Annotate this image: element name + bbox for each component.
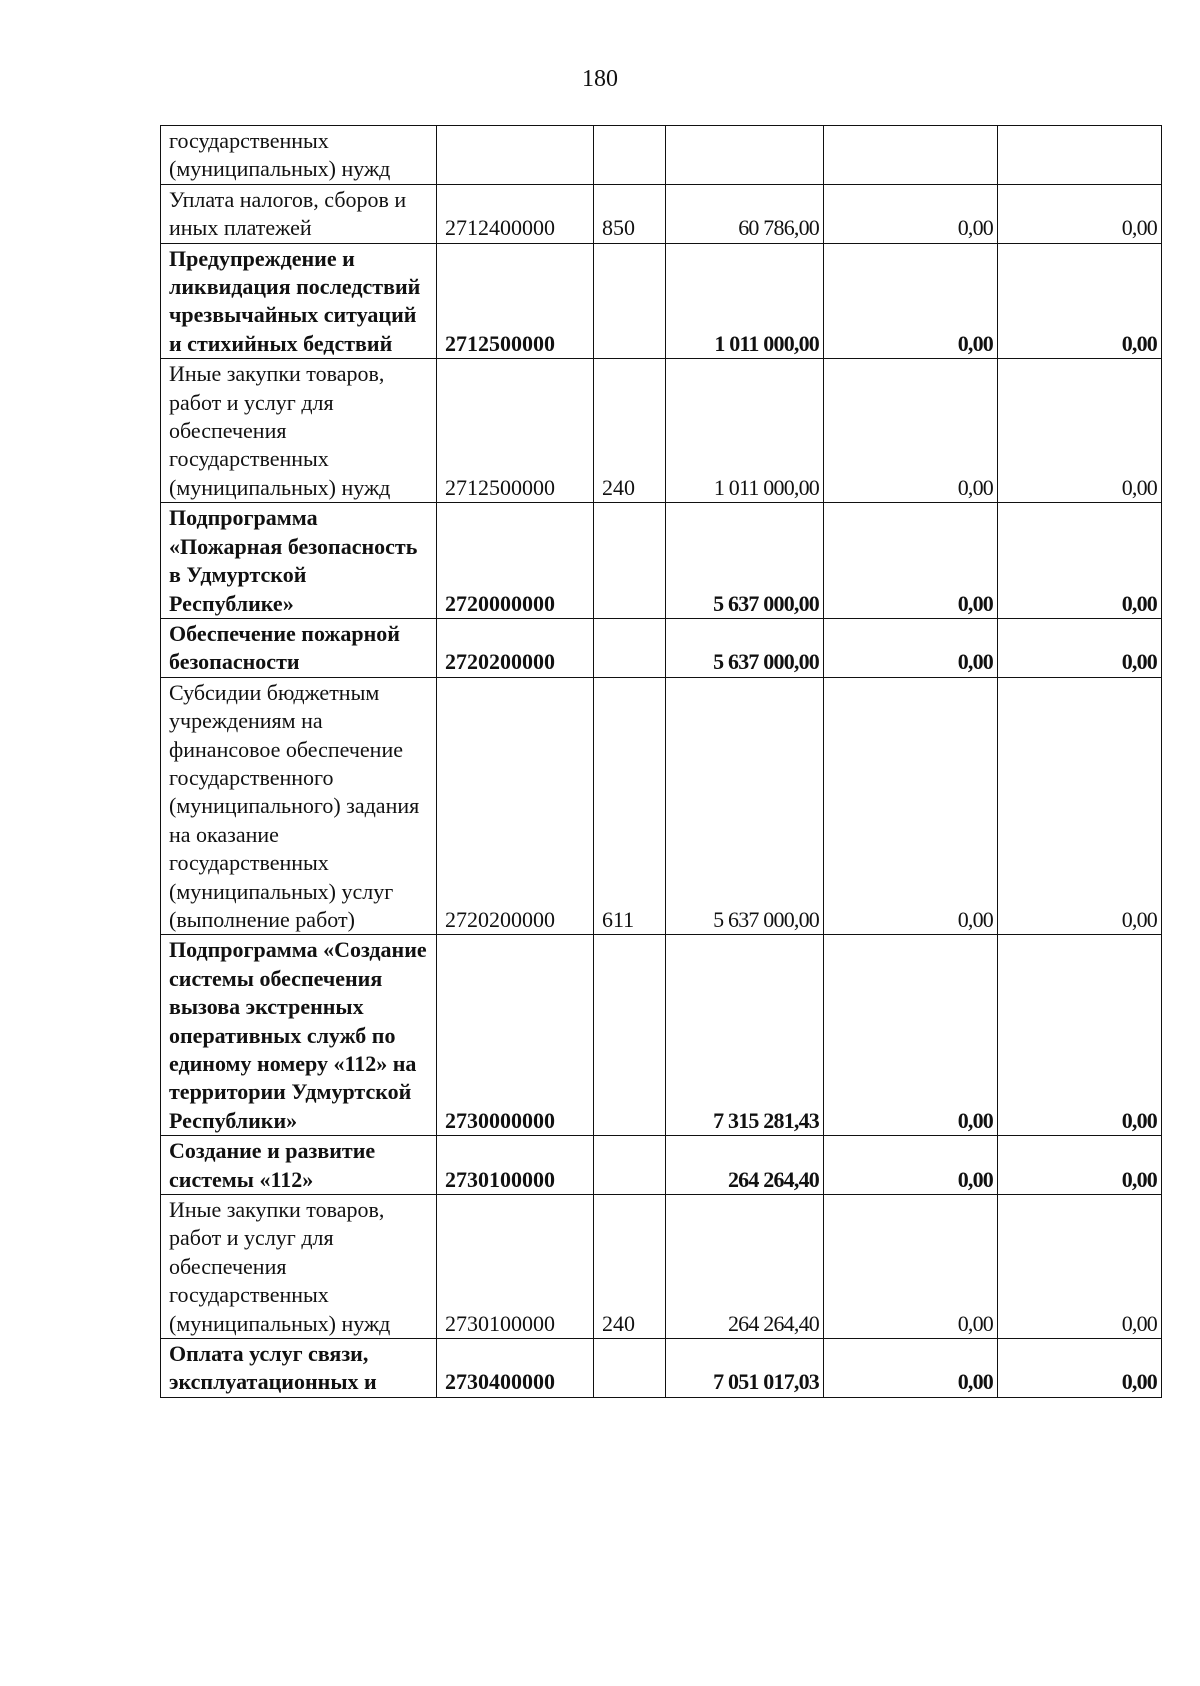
row-expense-type xyxy=(594,618,666,677)
row-code: 2730100000 xyxy=(437,1136,594,1195)
table-row xyxy=(161,243,1162,359)
row-sum-2: 0,00 xyxy=(824,1339,998,1398)
row-expense-type: 850 xyxy=(594,184,666,243)
row-sum-2: 0,00 xyxy=(824,184,998,243)
row-name: Субсидии бюджетным учреждениям на финансовое обеспечение государственного (муниципального) задания на оказание государственных (муниципальных) услуг (выполнение работ) xyxy=(161,677,437,935)
table-row xyxy=(161,1339,1162,1398)
table-row xyxy=(161,618,1162,677)
table-row xyxy=(161,184,1162,243)
row-sum-3: 0,00 xyxy=(998,243,1162,359)
row-code: 2712500000 xyxy=(437,359,594,503)
row-sum-1: 7 051 017,03 xyxy=(666,1339,824,1398)
row-code: 2712400000 xyxy=(437,184,594,243)
row-expense-type xyxy=(594,1136,666,1195)
row-sum-2 xyxy=(824,126,998,185)
row-sum-3: 0,00 xyxy=(998,1339,1162,1398)
page-number: 180 xyxy=(582,66,618,92)
row-sum-3: 0,00 xyxy=(998,1136,1162,1195)
row-sum-3: 0,00 xyxy=(998,677,1162,935)
row-sum-3: 0,00 xyxy=(998,935,1162,1136)
row-code: 2720200000 xyxy=(437,677,594,935)
row-sum-1: 5 637 000,00 xyxy=(666,618,824,677)
row-name: Иные закупки товаров, работ и услуг для обеспечения государственных (муниципальных) нужд xyxy=(161,359,437,503)
row-code: 2730000000 xyxy=(437,935,594,1136)
row-name: Подпрограмма «Создание системы обеспечения вызова экстренных оперативных служб по единому номеру «112» на территории Удмуртской Республики» xyxy=(161,935,437,1136)
row-sum-3: 0,00 xyxy=(998,503,1162,619)
table-row xyxy=(161,677,1162,935)
row-expense-type xyxy=(594,243,666,359)
table-row xyxy=(161,935,1162,1136)
table-row xyxy=(161,503,1162,619)
row-sum-1: 5 637 000,00 xyxy=(666,677,824,935)
row-code: 2712500000 xyxy=(437,243,594,359)
row-code: 2720000000 xyxy=(437,503,594,619)
row-sum-2: 0,00 xyxy=(824,1195,998,1339)
row-code: 2730400000 xyxy=(437,1339,594,1398)
budget-table-body xyxy=(161,126,1162,1398)
row-sum-1: 1 011 000,00 xyxy=(666,243,824,359)
row-name: Создание и развитие системы «112» xyxy=(161,1136,437,1195)
row-sum-2: 0,00 xyxy=(824,618,998,677)
row-code xyxy=(437,126,594,185)
row-name: Оплата услуг связи, эксплуатационных и xyxy=(161,1339,437,1398)
row-sum-1: 264 264,40 xyxy=(666,1136,824,1195)
row-expense-type: 240 xyxy=(594,1195,666,1339)
row-name: Обеспечение пожарной безопасности xyxy=(161,618,437,677)
row-sum-3 xyxy=(998,126,1162,185)
row-sum-3: 0,00 xyxy=(998,1195,1162,1339)
row-sum-1: 7 315 281,43 xyxy=(666,935,824,1136)
row-sum-2: 0,00 xyxy=(824,1136,998,1195)
row-name: Подпрограмма «Пожарная безопасность в Удмуртской Республике» xyxy=(161,503,437,619)
row-name: государственных (муниципальных) нужд xyxy=(161,126,437,185)
row-name: Предупреждение и ликвидация последствий чрезвычайных ситуаций и стихийных бедствий xyxy=(161,243,437,359)
row-sum-2: 0,00 xyxy=(824,677,998,935)
row-sum-1: 264 264,40 xyxy=(666,1195,824,1339)
row-expense-type xyxy=(594,935,666,1136)
row-sum-2: 0,00 xyxy=(824,359,998,503)
row-sum-1: 1 011 000,00 xyxy=(666,359,824,503)
row-sum-1: 5 637 000,00 xyxy=(666,503,824,619)
row-sum-3: 0,00 xyxy=(998,359,1162,503)
row-expense-type: 611 xyxy=(594,677,666,935)
table-row xyxy=(161,1136,1162,1195)
budget-table xyxy=(160,125,1162,1398)
row-sum-2: 0,00 xyxy=(824,503,998,619)
row-name: Иные закупки товаров, работ и услуг для обеспечения государственных (муниципальных) нужд xyxy=(161,1195,437,1339)
row-sum-2: 0,00 xyxy=(824,935,998,1136)
row-sum-3: 0,00 xyxy=(998,618,1162,677)
row-name: Уплата налогов, сборов и иных платежей xyxy=(161,184,437,243)
row-expense-type xyxy=(594,503,666,619)
row-expense-type xyxy=(594,1339,666,1398)
row-sum-1: 60 786,00 xyxy=(666,184,824,243)
row-sum-3: 0,00 xyxy=(998,184,1162,243)
row-expense-type xyxy=(594,126,666,185)
row-code: 2720200000 xyxy=(437,618,594,677)
row-code: 2730100000 xyxy=(437,1195,594,1339)
row-sum-2: 0,00 xyxy=(824,243,998,359)
table-row xyxy=(161,1195,1162,1339)
row-expense-type: 240 xyxy=(594,359,666,503)
row-sum-1 xyxy=(666,126,824,185)
table-row xyxy=(161,126,1162,185)
table-row xyxy=(161,359,1162,503)
